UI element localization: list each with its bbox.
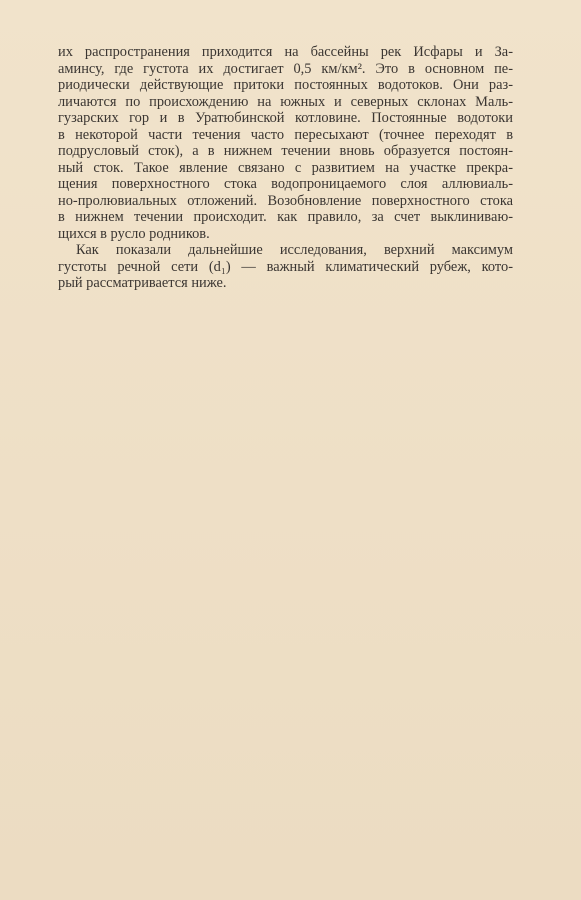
text-line: личаются по происхождению на южных и северных склонах Маль- [58,93,513,110]
text-line: Как показали дальнейшие исследования, верхний максимум [76,242,513,258]
text-line: щения поверхностного стока водопроницаемого слоя аллювиаль- [58,176,513,192]
text-line: в нижнем течении происходит. как правило, за счет выклинивaю- [58,209,513,225]
paragraph-1 [58,44,513,242]
paragraph-2 [58,242,513,292]
text-line: гузарских гор и в Уратюбинской котловине. Постоянные водотоки [58,110,513,126]
text-line: риодически действующие притоки постоянных водотоков. Они раз- [58,77,513,93]
text-line: аминсу, где густота их достигает 0,5 км/км². Это в основном пе- [58,60,513,77]
text-line: в некоторой части течения часто пересыхают (точнее переходят в [58,126,513,143]
text-line: их распространения приходится на бассейны рек Исфары и За- [58,44,513,60]
text-line: рый рассматривается ниже. [58,275,227,291]
text-line: но-пролювиальных отложений. Возобновление поверхностного стока [58,192,513,209]
text-line: густоты речной сети (d₁) — важный климатический рубеж, кото- [58,258,513,275]
text-line: подрусловый сток), а в нижнем течении вновь образуется постоян- [58,143,513,159]
body-text [58,44,513,292]
text-line: щихся в русло родников. [58,225,210,242]
text-line: ный сток. Такое явление связано с развитием на участке прекра- [58,159,513,176]
